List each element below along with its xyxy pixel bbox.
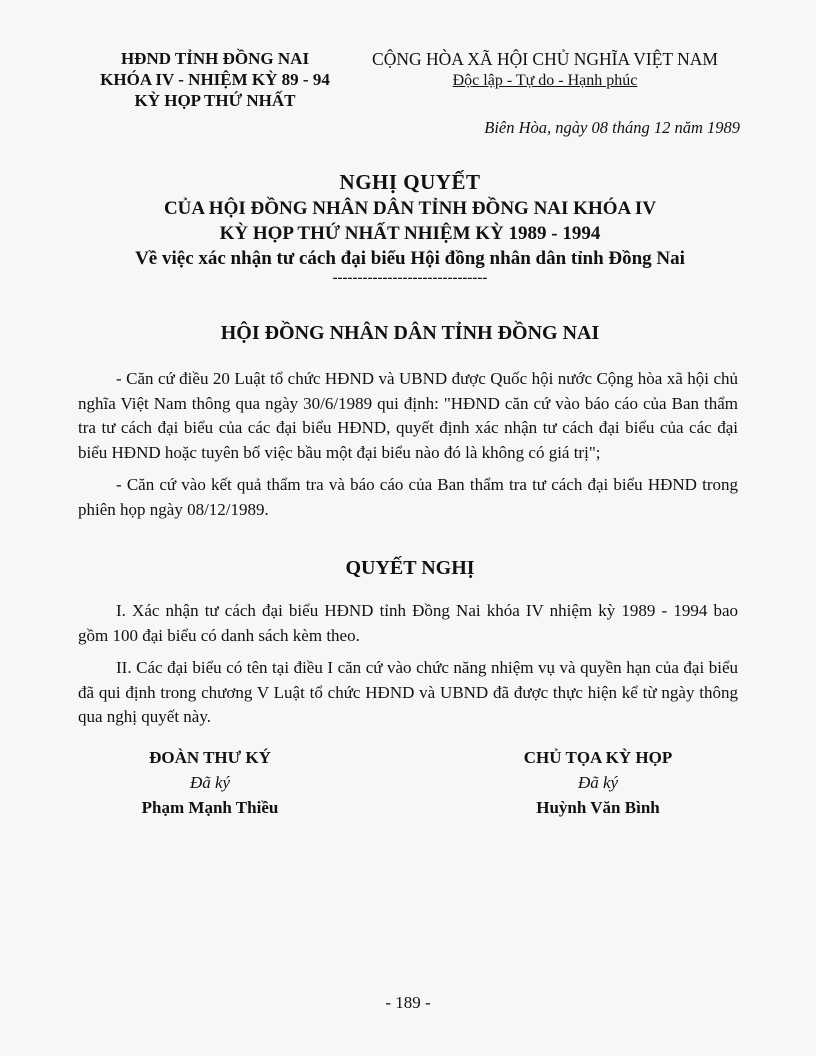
title-line-2: CỦA HỘI ĐỒNG NHÂN DÂN TỈNH ĐỒNG NAI KHÓA IV	[163, 198, 657, 219]
signature-signed-note: Đã ký	[577, 773, 619, 792]
resolve-heading: QUYẾT NGHỊ	[345, 557, 475, 579]
council-heading: HỘI ĐỒNG NHÂN DÂN TỈNH ĐỒNG NAI	[220, 322, 600, 344]
title-line-1: NGHỊ QUYẾT	[339, 170, 481, 194]
issuing-body-line-1: HĐND TỈNH ĐỒNG NAI	[120, 49, 310, 68]
signature-signed-note: Đã ký	[189, 773, 231, 792]
resolution-article-2: II. Các đại biểu có tên tại điều I căn cứ vào chức năng nhiệm vụ và quyền hạn của đại biểu đã qui định trong chương V Luật tổ chức HĐND và UBND đã được thực hiện kể từ ngày thông qua nghị quyết này.	[78, 658, 738, 726]
issuing-body-header	[70, 48, 360, 111]
national-motto: Độc lập - Tự do - Hạnh phúc	[452, 72, 638, 89]
national-header	[350, 48, 740, 92]
legal-basis-paragraph-1: - Căn cứ điều 20 Luật tổ chức HĐND và UBND được Quốc hội nước Cộng hòa xã hội chủ nghĩa Việt Nam thông qua ngày 30/6/1989 qui định: "HĐND căn cứ vào báo cáo của Ban thẩm tra tư cách đại biểu của các đại biểu HĐND, quyết định xác nhận tư cách đại biểu của các đại biểu HĐND hoặc tuyên bố việc bầu một đại biểu nào đó là không có giá trị";	[78, 369, 738, 462]
legal-basis-section	[78, 367, 738, 530]
signature-role: CHỦ TỌA KỲ HỌP	[523, 748, 673, 767]
document-title	[60, 168, 760, 285]
title-subject: Về việc xác nhận tư cách đại biểu Hội đồng nhân dân tỉnh Đồng Nai	[135, 248, 685, 269]
resolution-article-1: I. Xác nhận tư cách đại biểu HĐND tỉnh Đồng Nai khóa IV nhiệm kỳ 1989 - 1994 bao gồm 100 đại biểu có danh sách kèm theo.	[78, 601, 738, 645]
signature-secretariat	[60, 745, 360, 820]
signature-chair	[448, 745, 748, 820]
republic-name: CỘNG HÒA XÃ HỘI CHỦ NGHĨA VIỆT NAM	[372, 49, 718, 69]
issuing-body-line-3: KỲ HỌP THỨ NHẤT	[134, 91, 296, 110]
signature-name: Huỳnh Văn Bình	[536, 798, 660, 817]
page-number: - 189 -	[385, 993, 431, 1012]
signature-name: Phạm Mạnh Thiều	[141, 798, 279, 817]
resolutions-section	[78, 599, 738, 738]
title-line-3: KỲ HỌP THỨ NHẤT NHIỆM KỲ 1989 - 1994	[219, 223, 601, 244]
title-separator: -------------------------------	[332, 270, 488, 286]
dateline: Biên Hòa, ngày 08 tháng 12 năm 1989	[484, 118, 740, 137]
issuing-body-line-2: KHÓA IV - NHIỆM KỲ 89 - 94	[100, 70, 330, 89]
signature-role: ĐOÀN THƯ KÝ	[149, 748, 271, 767]
legal-basis-paragraph-2: - Căn cứ vào kết quả thẩm tra và báo cáo của Ban thẩm tra tư cách đại biểu HĐND trong phiên họp ngày 08/12/1989.	[78, 475, 738, 519]
